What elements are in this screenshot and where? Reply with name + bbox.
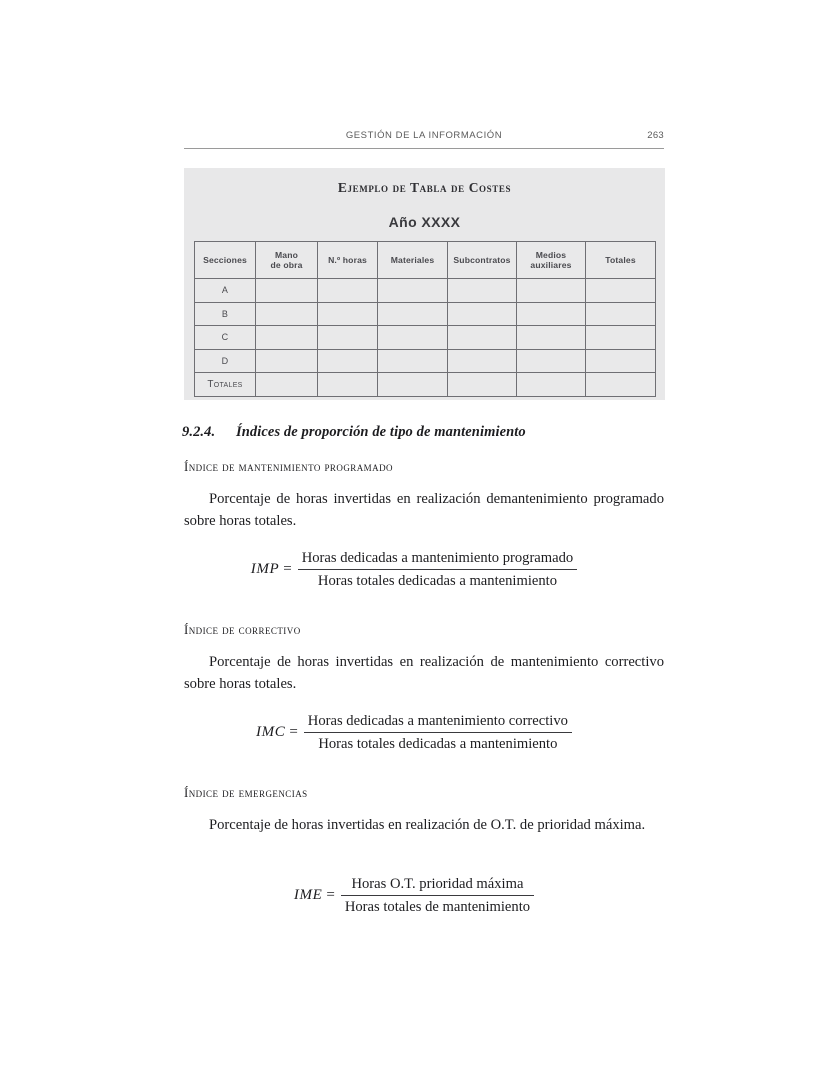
- subheading-indice-correctivo: Índice de correctivo: [184, 623, 301, 637]
- table-row-totals: [195, 373, 656, 397]
- column-header-medios-auxiliares: [517, 242, 586, 279]
- row-label: C: [195, 326, 256, 350]
- formula-imp-numerator: Horas dedicadas a mantenimiento programado: [301, 550, 574, 566]
- table-cell[interactable]: [448, 349, 517, 373]
- table-cell[interactable]: [586, 279, 656, 303]
- table-cell[interactable]: [256, 279, 318, 303]
- formula-imp-lhs: IMP: [250, 561, 280, 577]
- table-cell[interactable]: [448, 326, 517, 350]
- formula-ime: [0, 874, 828, 917]
- table-row: [195, 349, 656, 373]
- table-cell[interactable]: [517, 279, 586, 303]
- formula-imc-fraction: [304, 711, 572, 754]
- column-header-subcontratos: [448, 242, 517, 279]
- table-cell[interactable]: [318, 326, 378, 350]
- table-cell[interactable]: [256, 349, 318, 373]
- table-header-row: [195, 242, 656, 279]
- table-cell[interactable]: [517, 373, 586, 397]
- formula-imp-denominator: Horas totales dedicadas a mantenimiento: [317, 573, 558, 589]
- subheading-indice-emergencias: Índice de emergencias: [184, 786, 308, 800]
- column-header-secciones: [195, 242, 256, 279]
- subheading-indice-mantenimiento-programado: Índice de mantenimiento programado: [184, 460, 393, 474]
- table-cell[interactable]: [448, 302, 517, 326]
- formula-imp: [0, 548, 828, 591]
- figure-title: Ejemplo de Tabla de Costes: [337, 180, 512, 195]
- section-heading: [182, 424, 666, 441]
- paragraph-indice-mantenimiento-programado: Porcentaje de horas invertidas en realización demantenimiento programado sobre horas totales.: [184, 491, 664, 529]
- paragraph-indice-correctivo: Porcentaje de horas invertidas en realización de mantenimiento correctivo sobre horas totales.: [184, 654, 664, 692]
- table-cell[interactable]: [517, 326, 586, 350]
- table-cell[interactable]: [378, 373, 448, 397]
- table-cell[interactable]: [378, 302, 448, 326]
- page-number: 263: [647, 130, 664, 141]
- column-header-line: auxiliares: [530, 260, 572, 270]
- row-label: A: [195, 279, 256, 303]
- column-header-line: de obra: [270, 260, 303, 270]
- paragraph-indice-emergencias: Porcentaje de horas invertidas en realización de O.T. de prioridad máxima.: [209, 817, 646, 833]
- table-cell[interactable]: [318, 279, 378, 303]
- column-header-line: Secciones: [203, 254, 247, 265]
- table-row: [195, 326, 656, 350]
- table-cell[interactable]: [586, 302, 656, 326]
- formula-ime-denominator: Horas totales de mantenimiento: [344, 899, 531, 915]
- formula-imp-equals: =: [283, 561, 292, 577]
- column-header-line: Materiales: [390, 254, 435, 265]
- table-cell[interactable]: [517, 302, 586, 326]
- column-header-line: Medios: [535, 249, 567, 260]
- table-cell[interactable]: [318, 373, 378, 397]
- table-row: [195, 302, 656, 326]
- table-cell[interactable]: [586, 349, 656, 373]
- cost-table-figure: [184, 168, 665, 400]
- formula-imc-denominator: Horas totales dedicadas a mantenimiento: [318, 736, 558, 752]
- cost-table: [194, 241, 656, 397]
- formula-imc-lhs: IMC: [256, 724, 286, 740]
- column-header-line: Mano: [274, 249, 299, 260]
- column-header-mano-de-obra: [256, 242, 318, 279]
- table-cell[interactable]: [586, 326, 656, 350]
- table-cell[interactable]: [256, 326, 318, 350]
- formula-imp-fraction: [298, 548, 578, 591]
- section-number: 9.2.4.: [182, 424, 216, 440]
- formula-imc-numerator: Horas dedicadas a mantenimiento correctivo: [307, 713, 568, 729]
- formula-ime-equals: =: [326, 887, 335, 903]
- table-cell[interactable]: [378, 326, 448, 350]
- formula-imc: [0, 711, 828, 754]
- table-cell[interactable]: [318, 302, 378, 326]
- header-rule: [184, 148, 664, 149]
- row-label: B: [195, 302, 256, 326]
- table-cell[interactable]: [448, 373, 517, 397]
- column-header-line: Subcontratos: [453, 254, 511, 265]
- running-head: [184, 130, 664, 146]
- column-header-totales: [586, 242, 656, 279]
- column-header-materiales: [378, 242, 448, 279]
- table-cell[interactable]: [378, 279, 448, 303]
- formula-ime-lhs: IME: [293, 887, 323, 903]
- table-cell[interactable]: [318, 349, 378, 373]
- running-head-title: GESTIÓN DE LA INFORMACIÓN: [345, 130, 503, 141]
- column-header-line: Totales: [605, 254, 636, 265]
- table-cell[interactable]: [517, 349, 586, 373]
- section-title: Índices de proporción de tipo de mantenimiento: [236, 424, 526, 440]
- formula-imc-equals: =: [289, 724, 298, 740]
- table-row: [195, 279, 656, 303]
- formula-ime-fraction: [341, 874, 534, 917]
- column-header-line: N.º horas: [328, 254, 367, 265]
- table-cell[interactable]: [378, 349, 448, 373]
- figure-subtitle: Año XXXX: [388, 214, 461, 230]
- formula-ime-numerator: Horas O.T. prioridad máxima: [351, 876, 524, 892]
- table-cell[interactable]: [256, 373, 318, 397]
- table-cell[interactable]: [256, 302, 318, 326]
- row-label: D: [195, 349, 256, 373]
- table-cell[interactable]: [586, 373, 656, 397]
- table-cell[interactable]: [448, 279, 517, 303]
- row-label-totals: Totales: [195, 373, 256, 397]
- column-header-numero-horas: [318, 242, 378, 279]
